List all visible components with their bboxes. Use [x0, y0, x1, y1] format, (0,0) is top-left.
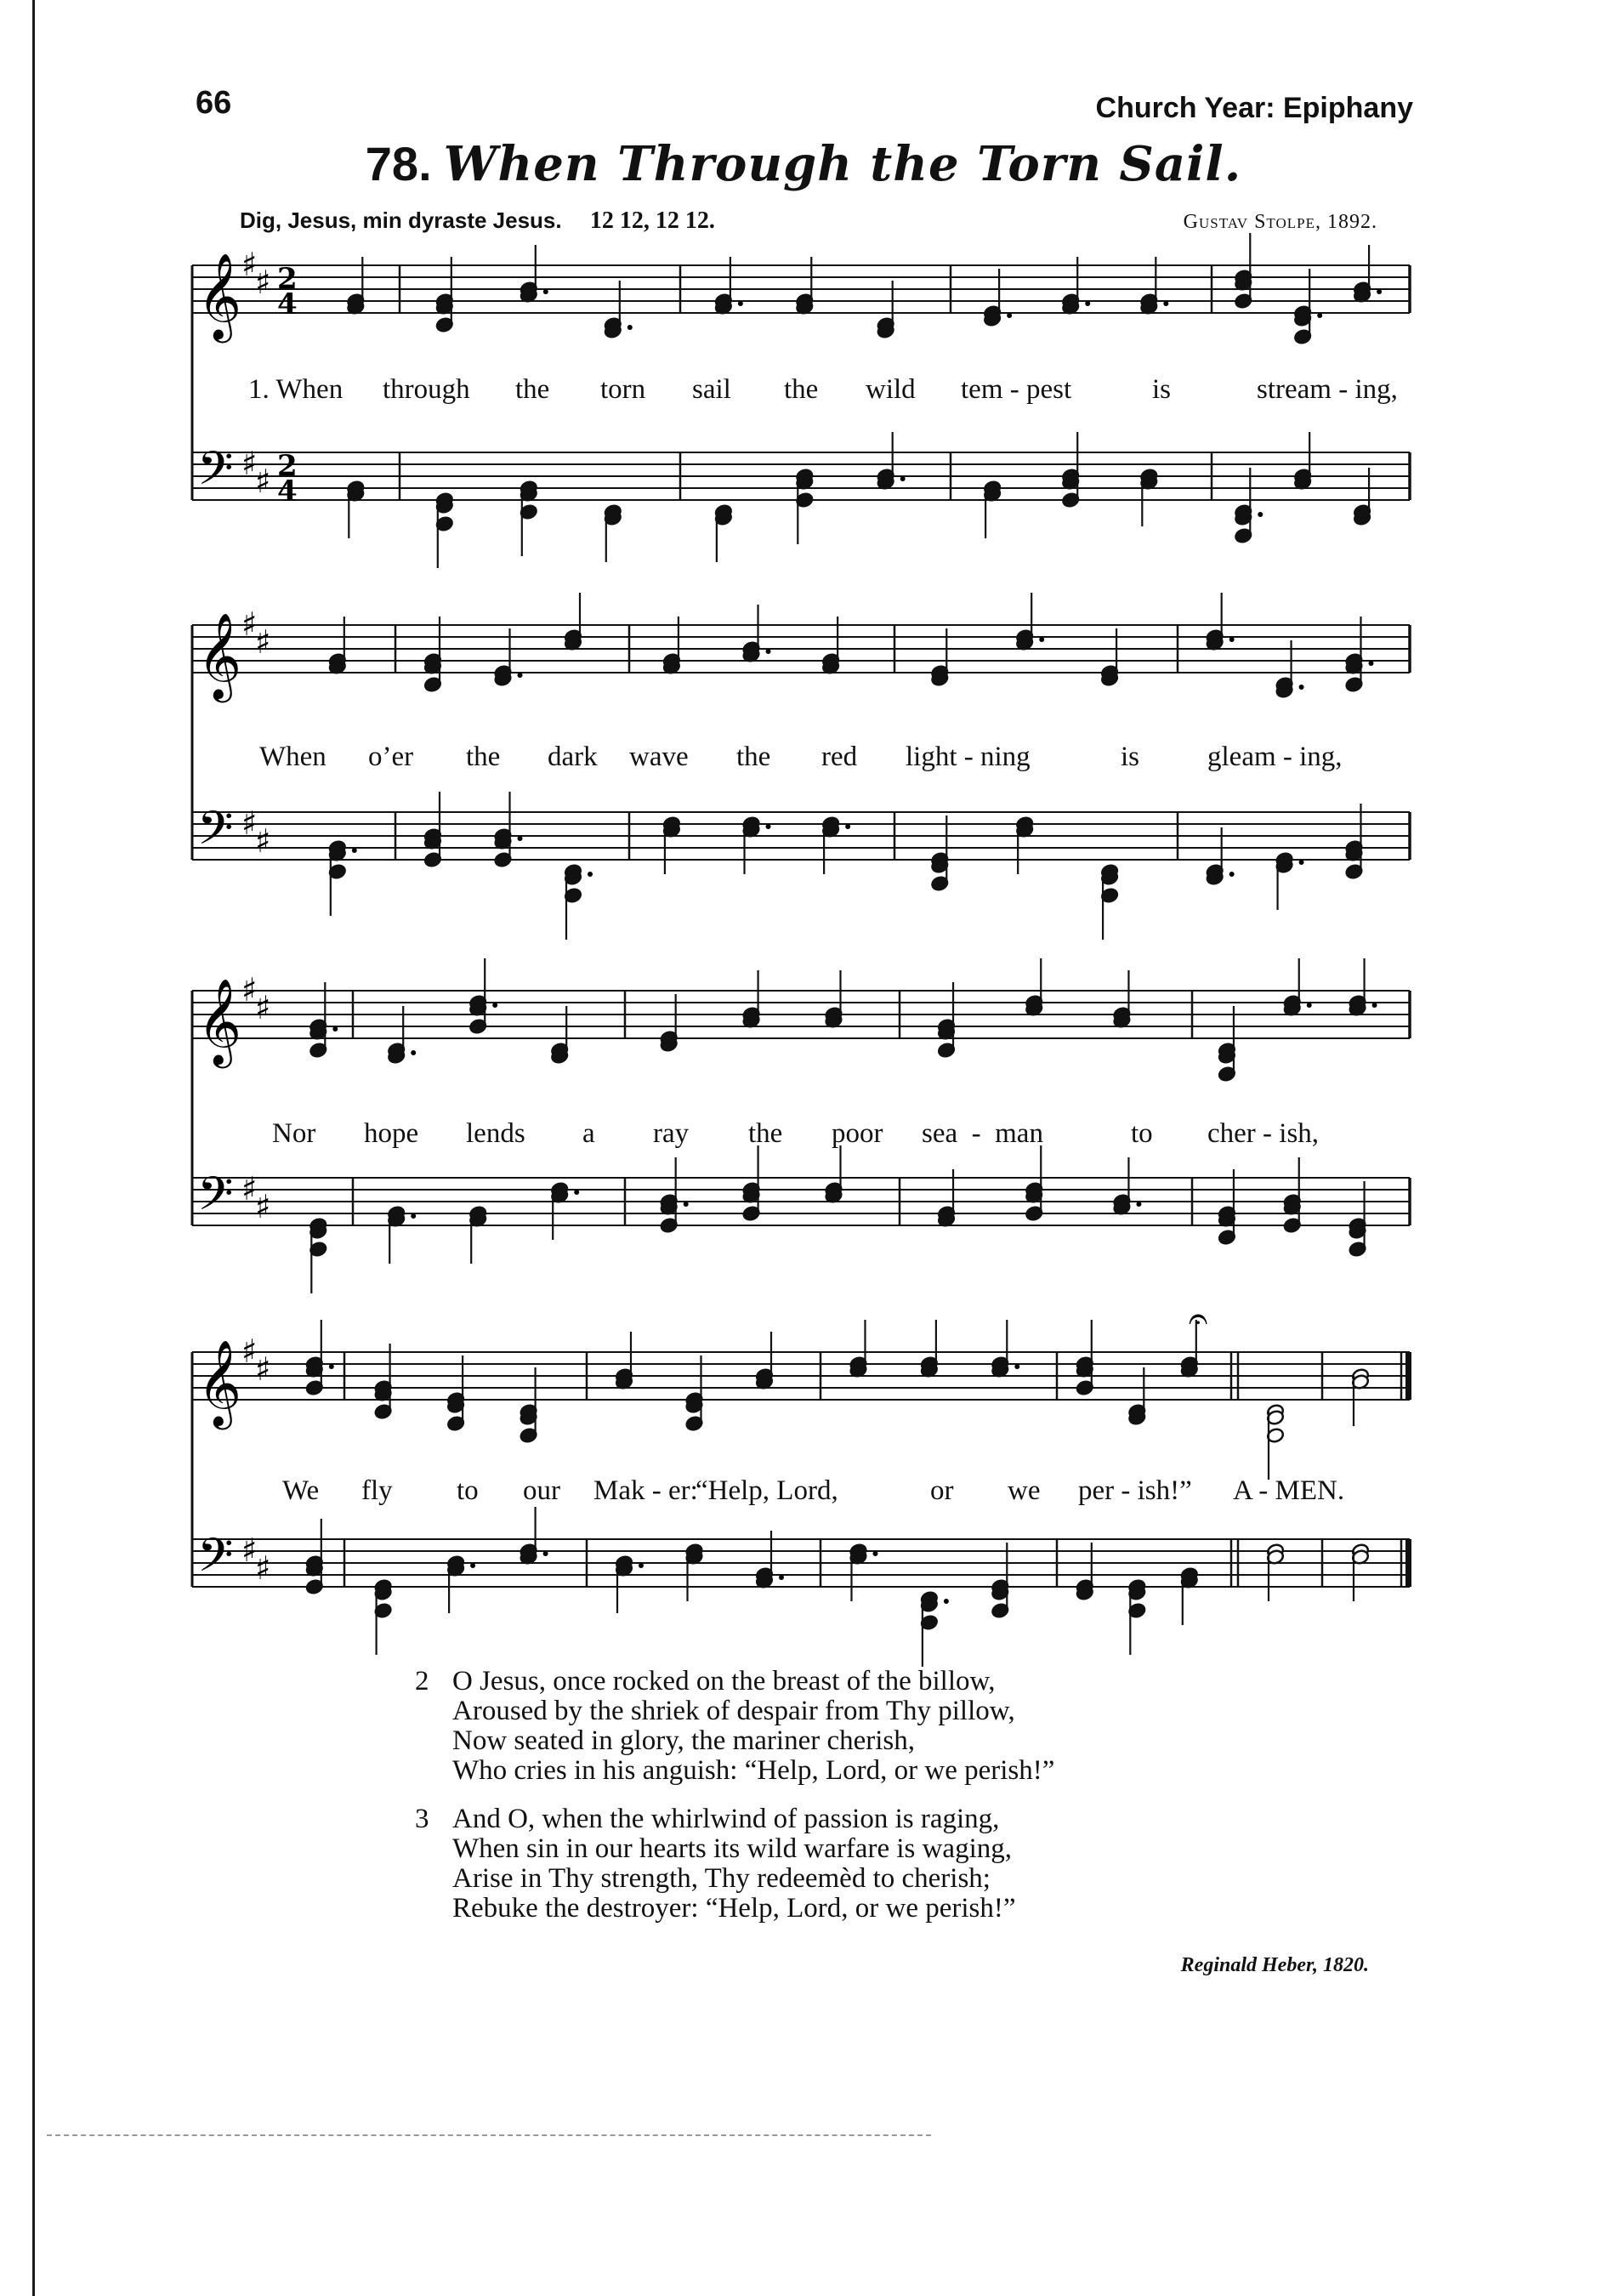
lyric-syllable: per - ish!” [1078, 1475, 1192, 1506]
lyric-syllable: tem - pest [961, 374, 1072, 405]
lyric-syllable: wild [866, 374, 916, 405]
lyric-syllable: light - ning [906, 742, 1031, 772]
dot [574, 1190, 579, 1195]
bass-clef-icon: 𝄢 [197, 1167, 234, 1232]
lyric-syllable: stream - ing, [1257, 374, 1398, 405]
stanza-2 [415, 1667, 1054, 1786]
lyric-syllable: “Help, Lord, [696, 1475, 838, 1506]
dot [1039, 637, 1044, 642]
dot [352, 848, 357, 853]
dot [900, 476, 906, 481]
stanza-line: Rebuke the destroyer: “Help, Lord, or we perish!” [452, 1893, 1016, 1924]
dot [332, 1026, 338, 1031]
lyric-syllable: ray [653, 1118, 690, 1149]
final-barline [1405, 1539, 1411, 1587]
scan-artifact-line [47, 2134, 931, 2136]
stanza-line: Aroused by the shriek of despair from Thy pillow, [452, 1696, 1015, 1726]
lyric-syllable: the [736, 742, 771, 772]
bass-clef-icon: 𝄢 [197, 801, 234, 867]
dot [872, 1551, 877, 1556]
bass-clef-icon: 𝄢 [197, 441, 234, 507]
lyric-syllable: our [523, 1475, 560, 1506]
lyric-line [0, 1475, 1607, 1513]
dot [1085, 301, 1090, 306]
stanza-line: When sin in our hearts its wild warfare is waging, [452, 1833, 1013, 1864]
stanza-line: Who cries in his anguish: “Help, Lord, or we perish!” [452, 1755, 1055, 1786]
sharp-icon: ♯ [241, 1532, 258, 1569]
sharp-icon: ♯ [255, 989, 271, 1026]
lyric-syllable: We [282, 1475, 320, 1506]
hymn-name: When Through the Torn Sail. [443, 136, 1242, 192]
running-head: Church Year: Epiphany [1095, 92, 1413, 124]
treble-clef-icon: 𝄞 [197, 611, 242, 699]
dot [627, 325, 633, 330]
stanza-number: 3 [415, 1804, 429, 1834]
dot [329, 1364, 334, 1369]
lyric-syllable: cher - ish, [1207, 1118, 1320, 1149]
lyric-syllable: to [1131, 1118, 1153, 1149]
hymn-number: 78. [365, 137, 432, 190]
lyric-syllable: o’er [368, 742, 414, 772]
dot [492, 1003, 497, 1008]
lyric-syllable: a [582, 1118, 595, 1149]
sharp-icon: ♯ [255, 623, 271, 661]
lyric-syllable: sail [692, 374, 731, 405]
treble-clef-icon: 𝄞 [197, 977, 242, 1065]
dot [1307, 1003, 1312, 1008]
lyric-syllable: dark [548, 742, 598, 772]
text-attribution: Reginald Heber, 1820. [1180, 1954, 1369, 1976]
lyric-syllable: 1. When [248, 374, 344, 405]
sharp-icon: ♯ [255, 1350, 271, 1388]
lyric-syllable: to [457, 1475, 479, 1506]
stanza-3 [415, 1804, 1054, 1924]
dot [1317, 313, 1322, 318]
fermata-icon: 𝄐 [1189, 1299, 1208, 1338]
time-signature-upper: 2 [277, 262, 298, 296]
stanza-line: Now seated in glory, the mariner cherish, [452, 1725, 916, 1756]
lyric-syllable: through [383, 374, 470, 405]
dot [1258, 512, 1263, 517]
dot [1007, 313, 1012, 318]
sharp-icon: ♯ [255, 463, 271, 500]
final-barline [1405, 1352, 1411, 1400]
dot [411, 1050, 416, 1055]
treble-clef-icon: 𝄞 [197, 1338, 242, 1426]
sharp-icon: ♯ [241, 804, 258, 842]
stanza-number: 2 [415, 1666, 429, 1696]
sharp-icon: ♯ [255, 1188, 271, 1225]
sharp-icon: ♯ [241, 246, 258, 283]
lyric-syllable: torn [600, 374, 646, 405]
dot [1136, 1202, 1141, 1207]
dot [1163, 301, 1168, 306]
treble-clef-icon: 𝄞 [197, 252, 242, 339]
dot [411, 1213, 416, 1219]
sharp-icon: ♯ [255, 264, 271, 301]
stanzas [415, 1667, 1054, 1942]
dot [518, 673, 523, 678]
tune-name: Dig, Jesus, min dyraste Jesus. [240, 207, 562, 233]
lyric-syllable: we [1008, 1475, 1041, 1506]
dot [588, 872, 593, 877]
stanza-line: Arise in Thy strength, Thy redeemèd to cherish; [452, 1863, 991, 1894]
dot [845, 824, 850, 829]
dot [1299, 860, 1304, 865]
bass-clef-icon: 𝄢 [197, 1528, 234, 1594]
dot [738, 301, 743, 306]
stanza-line: And O, when the whirlwind of passion is raging, [452, 1804, 1000, 1834]
lyric-syllable: sea - man [922, 1118, 1043, 1149]
dot [766, 649, 771, 654]
sharp-icon: ♯ [241, 971, 258, 1009]
sharp-icon: ♯ [241, 445, 258, 482]
dot [779, 1575, 784, 1580]
time-signature-upper: 2 [277, 449, 298, 483]
dot [543, 289, 548, 294]
dot [1377, 289, 1382, 294]
page-number: 66 [196, 85, 232, 121]
dot [766, 824, 771, 829]
stanza-line: O Jesus, once rocked on the breast of the billow, [452, 1666, 996, 1696]
lyric-syllable: the [515, 374, 550, 405]
lyric-syllable: the [466, 742, 501, 772]
lyric-syllable: lends [466, 1118, 525, 1149]
dot [1229, 872, 1235, 877]
sharp-icon: ♯ [241, 605, 258, 643]
lyric-syllable: A - MEN. [1233, 1475, 1345, 1506]
dot [1229, 637, 1235, 642]
lyric-syllable: is [1121, 742, 1140, 772]
dot [1372, 1003, 1377, 1008]
dot [543, 1551, 548, 1556]
lyric-syllable: the [784, 374, 819, 405]
dot [944, 1599, 949, 1604]
time-signature-lower: 4 [277, 475, 298, 509]
lyric-line [0, 374, 1607, 412]
dot [518, 836, 523, 841]
lyric-line [0, 742, 1607, 779]
lyric-syllable: When [259, 742, 327, 772]
meter: 12 12, 12 12. [589, 207, 715, 234]
sharp-icon: ♯ [241, 1333, 258, 1370]
time-signature-lower: 4 [277, 287, 298, 321]
dot [639, 1563, 644, 1568]
lyric-syllable: is [1152, 374, 1172, 405]
composer: Gustav Stolpe, 1892. [1183, 211, 1377, 233]
lyric-syllable: hope [364, 1118, 419, 1149]
dot [1368, 661, 1373, 666]
lyric-syllable: or [930, 1475, 954, 1506]
dot [1014, 1364, 1019, 1369]
dot [1299, 685, 1304, 690]
sharp-icon: ♯ [255, 822, 271, 860]
dot [684, 1202, 689, 1207]
lyric-syllable: fly [361, 1475, 393, 1506]
lyric-syllable: Nor [272, 1118, 316, 1149]
lyric-syllable: Mak - er: [593, 1475, 698, 1506]
lyric-syllable: the [748, 1118, 783, 1149]
lyric-line [0, 1118, 1607, 1156]
lyric-syllable: wave [629, 742, 689, 772]
lyric-syllable: red [821, 742, 858, 772]
lyric-syllable: gleam - ing, [1207, 742, 1343, 772]
lyric-syllable: poor [832, 1118, 883, 1149]
sharp-icon: ♯ [241, 1170, 258, 1208]
sharp-icon: ♯ [255, 1549, 271, 1587]
dot [470, 1563, 475, 1568]
